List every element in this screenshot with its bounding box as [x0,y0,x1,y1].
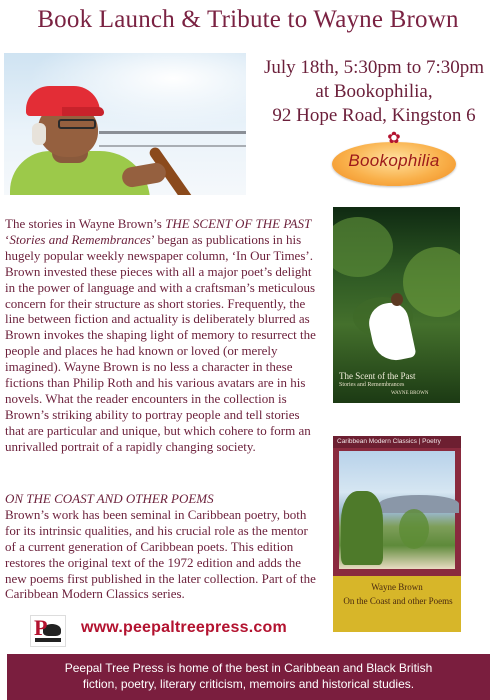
book-subtitle: Stories and Remembrances [9,231,151,247]
flower-icon: ✿ [387,130,401,147]
cover2-title: On the Coast and other Poems [343,596,453,606]
event-address: 92 Hope Road, Kingston 6 [272,105,476,126]
footer-line-1: Peepal Tree Press is home of the best in Caribbean and Black British [64,661,433,675]
article-scent-of-the-past: The stories in Wayne Brown’s THE SCENT OF THE PAST ‘Stories and Remembrances’ began as publications in his hugely popular weekly newspaper column, ‘In Our Times’. Brown invested these pieces with all a major poet’s delight in the power of language and with a craftsman’s meticulous concern for their structure as short stories. Frequently, the line between fiction and actuality is deliberately blurred as Brown invokes the shaping light of memory to resurrect the people and places he had known or loved (or merely imagined). Wayne Brown is no less a character in these fictions than Philip Roth and his various avatars are in his novels. What the reader encounters in the collection is Brown’s striking ability to portray people and tell stories that are particular and unique, but which cohere to form an unrivalled portrait of a rapidly changing society. [5,216,316,454]
footer-line-2: fiction, poetry, literary criticism, memoirs and historical studies. [82,677,415,691]
event-details [258,56,490,128]
cover1-author: WAYNE BROWN [391,391,429,396]
article-on-the-coast [5,491,321,602]
footer-banner [7,654,490,700]
cover2-series: Caribbean Modern Classics | Poetry [337,438,441,445]
event-venue: at Bookophilia, [315,81,433,102]
article-heading: ON THE COAST AND OTHER POEMS [5,491,214,506]
book-title: THE SCENT OF THE PAST [165,216,312,231]
publisher-website-link[interactable]: www.peepaltreepress.com [81,619,287,636]
book-cover-on-the-coast [333,436,461,632]
bookophilia-logo [332,130,456,188]
book-cover-scent-of-the-past [333,207,460,403]
logo-letter: P [34,615,48,640]
bookophilia-logo-text: Bookophilia [348,151,440,170]
author-photo [4,53,246,195]
page-title: Book Launch & Tribute to Wayne Brown [37,6,459,33]
cover2-author: Wayne Brown [371,582,423,592]
article-body: Brown’s work has been seminal in Caribbean poetry, both for its intrinsic qualities, and his crucial role as the mentor of a current generation of Caribbean poets. This edition restores the original text of the 1972 edition and adds the new poems first published in the later collection. Part of the Caribbean Modern Classics series. [5,506,316,602]
cover1-subtitle: Stories and Remembrances [339,382,405,388]
event-date-time: July 18th, 5:30pm to 7:30pm [263,57,485,78]
peepal-tree-logo [30,615,66,647]
cover1-title: The Scent of the Past [339,371,416,381]
